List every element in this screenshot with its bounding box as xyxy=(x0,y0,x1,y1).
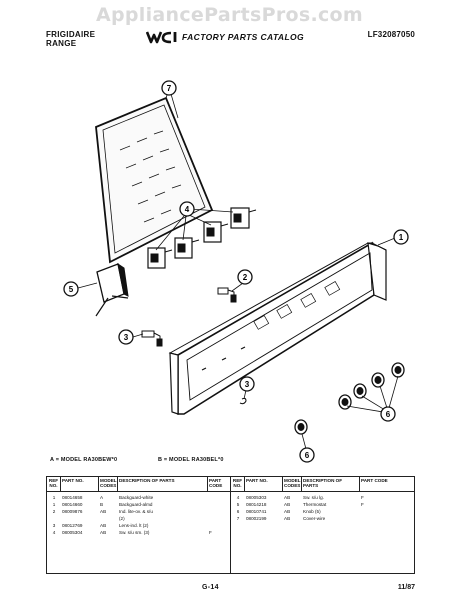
model-code-cell: AB xyxy=(284,509,291,514)
callout-2 xyxy=(238,270,252,284)
part-number-cell: 08010741 xyxy=(246,509,267,514)
header-description: DESCRIPTION OF PARTS xyxy=(118,477,208,491)
callout-3b xyxy=(240,377,254,391)
header-ref: REF NO. xyxy=(231,477,245,491)
header-description: DESCRIPTION OF PARTS xyxy=(302,477,360,491)
callout-3 xyxy=(119,330,133,344)
switch xyxy=(231,208,256,228)
table-body xyxy=(47,492,230,573)
table-row xyxy=(231,508,414,515)
page-number: G-14 xyxy=(202,584,219,591)
ref-cell xyxy=(47,515,61,522)
switch xyxy=(148,248,172,268)
header-part: PART NO. xyxy=(61,477,99,491)
parts-table-left xyxy=(47,477,230,573)
model-code-cell: AB xyxy=(284,495,291,500)
table-row xyxy=(231,501,414,508)
callout-7 xyxy=(162,81,176,95)
part-number-cell: 08014660 xyxy=(62,502,83,507)
ref-cell: 7 xyxy=(236,516,240,521)
description-cell: Backguard-white xyxy=(119,495,154,500)
watermark: AppliancePartsPros.com xyxy=(95,4,363,26)
table-row xyxy=(47,515,230,522)
model-b: B = MODEL RA30BEL*0 xyxy=(158,457,224,463)
part-code-cell xyxy=(208,501,230,508)
knob xyxy=(354,384,366,398)
callout-6b xyxy=(300,448,314,462)
table-row xyxy=(47,522,230,529)
callout-6 xyxy=(381,407,395,421)
table-row xyxy=(47,494,230,501)
callout-label: 5 xyxy=(68,285,74,294)
part-code-cell xyxy=(360,508,414,515)
description-cell: Sw. s/u sm. (3) xyxy=(119,530,150,535)
description-cell: Ind. lite-ov. & s/u xyxy=(119,509,153,514)
description-cell: Knob (5) xyxy=(303,509,321,514)
part-code-cell xyxy=(208,522,230,529)
indicator-lens xyxy=(240,398,246,403)
part-code-cell xyxy=(360,515,414,522)
wire-cover-panel xyxy=(96,95,212,262)
part-code-cell: F xyxy=(361,495,364,500)
model-code-cell: AB xyxy=(100,509,107,514)
part-number-cell: 08009876 xyxy=(62,509,83,514)
catalog-title: FACTORY PARTS CATALOG xyxy=(182,32,305,42)
knob xyxy=(372,373,384,387)
part-code-cell xyxy=(208,508,230,515)
header-model: MODEL CODES xyxy=(99,477,118,491)
part-number-cell: 08012769 xyxy=(62,523,83,528)
part-number-cell: 08005303 xyxy=(246,495,267,500)
ref-cell: 4 xyxy=(52,530,56,535)
part-number-cell xyxy=(61,515,99,522)
header-part-code: PART CODE xyxy=(361,478,388,483)
description-cell: Backguard-almd xyxy=(119,502,153,507)
description-cell: Sw. s/u lg. xyxy=(303,495,324,500)
model-code-cell: B xyxy=(100,502,104,507)
ref-cell: 5 xyxy=(236,502,240,507)
thermostat xyxy=(96,264,128,316)
description-cell: Cover-wire xyxy=(303,516,326,521)
table-row xyxy=(231,494,414,501)
part-code-cell: F xyxy=(361,502,364,507)
catalog-number: LF32087050 xyxy=(367,30,415,39)
callout-label: 7 xyxy=(166,84,172,93)
model-code-cell: AB xyxy=(284,502,291,507)
part-code-cell: F xyxy=(209,530,212,535)
header-model: MODEL CODES xyxy=(283,477,302,491)
parts-table-right xyxy=(230,477,414,573)
callout-label: 1 xyxy=(398,233,404,242)
description-cell: (2) xyxy=(119,516,125,521)
switch xyxy=(175,238,199,258)
table-row xyxy=(47,529,230,536)
header-part: PART NO. xyxy=(245,477,283,491)
callout-label: 4 xyxy=(184,205,190,214)
description-cell: Thermostat xyxy=(303,502,327,507)
model-a: A = MODEL RA30BEW*0 xyxy=(50,457,118,463)
table-header xyxy=(231,477,414,492)
callout-label: 2 xyxy=(242,273,248,282)
knob xyxy=(295,420,307,434)
table-header xyxy=(47,477,230,492)
part-code-cell xyxy=(208,494,230,501)
product-type: RANGE xyxy=(46,39,77,48)
callout-label: 6 xyxy=(385,410,391,419)
ref-cell: 6 xyxy=(236,509,240,514)
table-row xyxy=(47,501,230,508)
model-code-cell xyxy=(99,515,118,522)
callout-label: 3 xyxy=(244,380,250,389)
knob xyxy=(339,395,351,409)
catalog-date: 11/87 xyxy=(397,584,415,591)
table-row xyxy=(47,508,230,515)
part-number-cell: 08014218 xyxy=(246,502,267,507)
ref-cell: 1 xyxy=(52,495,56,500)
callout-1 xyxy=(394,230,408,244)
callout-5 xyxy=(64,282,78,296)
switch xyxy=(204,222,228,242)
part-number-cell: 08014658 xyxy=(62,495,83,500)
table-body xyxy=(231,492,414,573)
ref-cell: 4 xyxy=(236,495,240,500)
model-code-cell: A xyxy=(100,495,104,500)
parts-table xyxy=(46,476,415,574)
backguard xyxy=(170,243,386,414)
model-code-cell: AB xyxy=(100,523,107,528)
part-number-cell: 08005304 xyxy=(62,530,83,535)
callout-label: 3 xyxy=(123,333,129,342)
callout-4 xyxy=(180,202,194,216)
header-part-code: PART CODE xyxy=(209,478,223,488)
table-row xyxy=(231,515,414,522)
ref-cell: 3 xyxy=(52,523,56,528)
description-cell: Lens-ind. lt (2) xyxy=(119,523,149,528)
ref-cell: 1 xyxy=(52,502,56,507)
model-code-cell: AB xyxy=(284,516,291,521)
model-code-cell: AB xyxy=(100,530,107,535)
brand-name: FRIGIDAIRE xyxy=(46,30,96,39)
knobs xyxy=(295,363,404,434)
header-ref: REF NO. xyxy=(47,477,61,491)
part-code-cell xyxy=(208,515,230,522)
ref-cell: 2 xyxy=(52,509,56,514)
part-number-cell: 08002199 xyxy=(246,516,267,521)
knob xyxy=(392,363,404,377)
callout-label: 6 xyxy=(304,451,310,460)
